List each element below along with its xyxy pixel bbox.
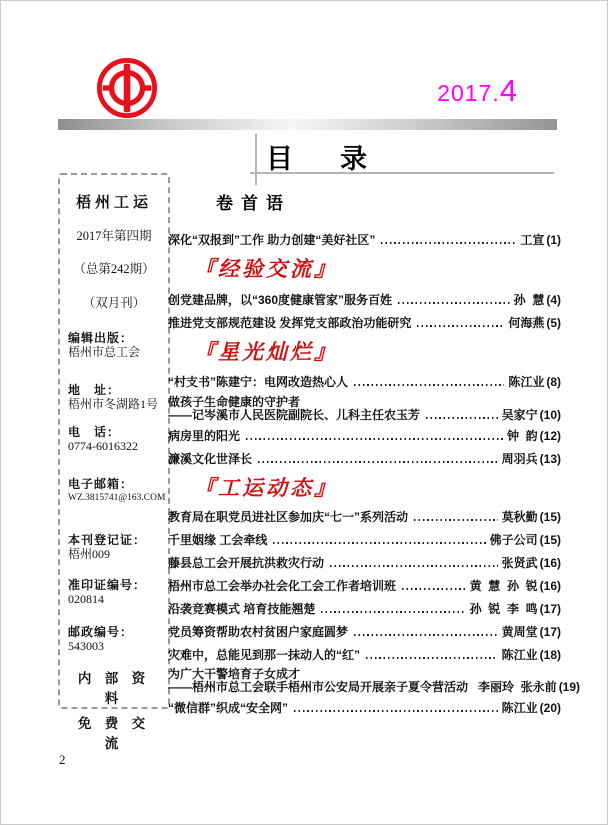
toc-item [168,533,561,547]
item-page: (10) [539,408,561,422]
item-title: 千里姻缘 工会牵线 [168,533,268,547]
dot-leader [402,588,466,590]
item-title: 推进党支部规范建设 发挥党支部政治功能研究 [168,316,412,330]
dot-leader [354,384,504,386]
item-author: 孙 锐 李 鸣 [469,602,538,616]
item-page: (17) [539,625,561,639]
item-page: (16) [539,579,561,593]
item-author: 黄 慧 孙 锐 [469,579,538,593]
issue-number: 4 [499,73,517,108]
gradient-divider-bar [58,119,557,130]
dot-leader [354,634,498,636]
email-value: WZ.3815741@163.COM [68,493,166,503]
item-page: (15) [539,510,561,524]
publisher-label: 编辑出版： [68,331,134,345]
address-label: 地 址： [68,383,121,397]
trade-union-emblem-icon [96,57,158,119]
dot-leader [321,611,465,613]
item-subtitle: ——梧州市总工会联手梧州市公安局开展亲子夏令营活动 [168,680,469,694]
item-author: 何海燕 [508,316,545,330]
item-author: 吴家宁 [501,408,538,422]
item-title: 做孩子生命健康的守护者 [168,395,301,409]
item-author: 工宣 [520,233,545,247]
item-page: (1) [546,233,561,247]
item-author: 佛子公司 [489,533,538,547]
item-title: 病房里的阳光 [168,429,241,443]
item-title: “村支书”陈建宁：电网改造热心人 [168,375,349,389]
toc-item [168,579,561,593]
toc-item [168,625,561,639]
email-label: 电子邮箱： [68,477,134,491]
item-title: 梧州市总工会举办社会化工会工作者培训班 [168,579,397,593]
dot-leader [294,710,498,712]
item-title: 党员筹资帮助农村贫困户家庭圆梦 [168,625,349,639]
item-title: 为广大干警培育子女成才 [168,667,301,681]
toc-item [168,648,561,662]
toc-item [168,396,561,422]
dot-leader [330,565,498,567]
toc-title: 目 录 [266,144,377,174]
toc-item [168,701,561,715]
item-page: (13) [539,452,561,466]
toc-item [168,510,561,524]
dot-leader [273,542,485,544]
dot-leader [246,438,503,440]
toc-title-vertical-rule [255,134,257,185]
toc-item [168,452,561,466]
magazine-title: 梧州工运 [75,195,152,211]
publisher-value: 梧州市总工会 [68,345,141,359]
item-page: (20) [539,701,561,715]
item-author: 李丽玲 张永前 [478,680,557,694]
toc-item [168,556,561,570]
item-author: 陈江业 [508,375,545,389]
issue-date [409,73,517,109]
item-title: “微信群”织成“安全网” [168,701,289,715]
issue-line: 2017年第四期 [76,229,152,243]
page-number: 2 [59,752,66,767]
phone-label: 电 话： [68,425,121,439]
total-issue-line: （总第242期） [73,262,155,276]
item-title: 沿袭竞赛模式 培育技能翘楚 [168,602,316,616]
item-author: 钟 韵 [506,429,538,443]
item-page: (12) [539,429,561,443]
item-title: 深化“双报到”工作 助力创建“美好社区” [168,233,376,247]
address-value: 梧州市冬湖路1号 [68,397,159,411]
toc-item [168,316,561,330]
dot-leader [366,657,498,659]
postal-code-label: 邮政编号： [68,625,134,639]
registration-value: 梧州009 [68,547,111,561]
item-title: 教育局在职党员进社区参加庆“七一”系列活动 [168,510,409,524]
toc-list [168,189,581,724]
postal-code-value: 543003 [68,639,104,653]
section-header-labor-news: 『工运动态』 [194,476,338,500]
issue-year: 2017. [437,80,500,106]
free-exchange-note: 免 费 交 流 [77,716,151,751]
registration-label: 本刊登记证： [68,533,147,547]
frequency-line: （双月刊） [82,296,146,310]
item-page: (8) [546,375,561,389]
section-header-experience-exchange: 『经验交流』 [194,257,338,281]
dot-leader [417,325,504,327]
section-header-shining-stars: 『星光灿烂』 [194,340,338,364]
dot-leader [414,519,498,521]
toc-item [168,667,581,694]
dot-leader [381,242,516,244]
item-author: 张贤武 [501,556,538,570]
dot-leader [426,417,498,419]
item-page: (15) [539,533,561,547]
item-author: 黄周堂 [501,625,538,639]
internal-material-note: 内 部 资 料 [77,671,151,706]
toc-item [168,429,561,443]
toc-item [168,293,561,307]
item-page: (17) [539,602,561,616]
item-author: 孙 慧 [513,293,545,307]
item-page: (4) [546,293,561,307]
dot-leader [398,302,510,304]
section-header-preface: 卷首语 [216,194,291,213]
phone-value: 0774-6016322 [68,439,138,453]
item-page: (16) [539,556,561,570]
item-author: 莫秋勤 [501,510,538,524]
item-title: 灾难中，总能见到那一抹动人的“红” [168,648,361,662]
item-title: 濂溪文化世泽长 [168,452,253,466]
dot-leader [258,461,498,463]
toc-item [168,375,561,389]
print-permit-value: 020814 [68,592,104,606]
item-page: (19) [558,680,581,694]
toc-item [168,233,561,247]
item-author: 周羽兵 [501,452,538,466]
item-page: (5) [546,316,561,330]
toc-item [168,602,561,616]
item-author: 陈江业 [501,648,538,662]
item-author: 陈江业 [501,701,538,715]
item-title: 创党建品牌，以“360度健康管家”服务百姓 [168,293,393,307]
publication-info-panel [58,173,170,751]
item-page: (18) [539,648,561,662]
item-subtitle: ——记岑溪市人民医院副院长、儿科主任农玉芳 [168,408,421,422]
item-title: 藤县总工会开展抗洪救灾行动 [168,556,325,570]
print-permit-label: 准印证编号： [68,578,147,592]
